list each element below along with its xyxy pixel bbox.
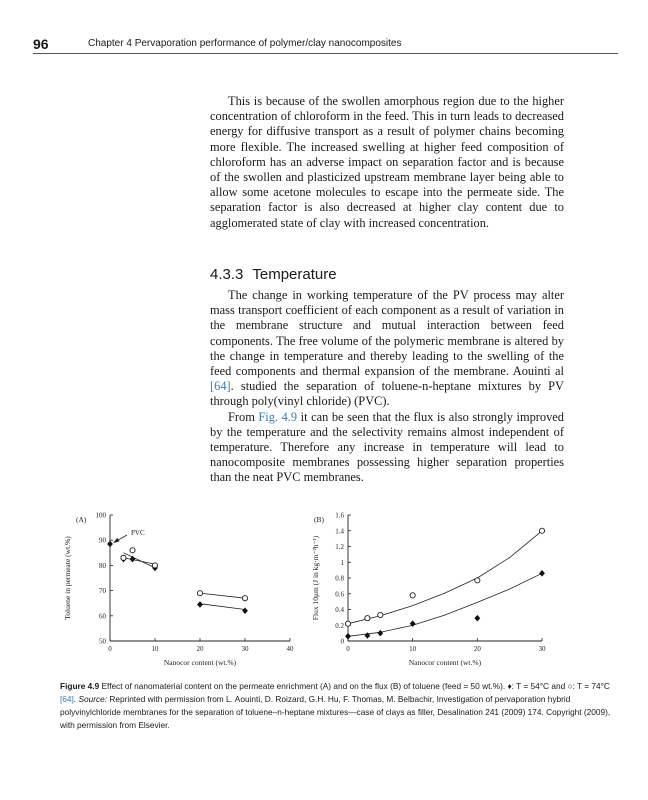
data-point-54c <box>345 633 351 640</box>
y-tick-label: 70 <box>99 587 106 596</box>
x-tick-label: 40 <box>286 645 294 653</box>
pvc-arrow-head <box>113 538 120 543</box>
x-tick-label: 20 <box>473 645 481 653</box>
data-point-54c <box>539 570 545 577</box>
data-point-54c <box>242 607 248 614</box>
y-tick-label: 1 <box>340 558 344 567</box>
running-header: Chapter 4 Pervaporation performance of polymer/clay nanocomposites <box>88 38 402 49</box>
header-rule <box>33 53 618 54</box>
section-title: Temperature <box>252 266 337 283</box>
caption-reference-link[interactable]: [64] <box>60 694 74 704</box>
y-tick-label: 90 <box>99 536 106 545</box>
panel-label: (B) <box>314 515 324 524</box>
pvc-annotation: PVC <box>131 528 145 537</box>
data-point-74c <box>365 616 370 621</box>
paragraph-3-text-b: it can be seen that the flux is also strongly improved by the temperature and the selectivity remains almost independent of temperature. Therefore any increase in temperature will lead to nanocomposite membranes possessing higher separation properties than the neat PVC membranes. <box>210 409 564 485</box>
caption-text-a: Effect of nanomaterial content on the permeate enrichment (A) and on the flux (B) of toluene (feed = 50 wt.%). ♦: T = 54°C and ○: T = 74°C <box>99 681 610 691</box>
paragraph-3 <box>210 410 564 486</box>
caption-text-b: Reprinted with permission from L. Aouinti, D. Roizard, G.H. Hu, F. Thomas, M. Belbachir, Investigation of pervaporation hybrid polyvinylchloride membranes for the separation of toluene–n-heptane mixtures—case of clays as filler, Desalination 241 (2009) 174. Copyright (2009), with permission from Elsevier. <box>60 694 611 730</box>
paragraph-3-text-a: From <box>228 409 259 424</box>
caption-source-label: . Source: <box>73 694 108 704</box>
y-axis-title: Toluene in permeate (wt.%) <box>63 536 72 620</box>
trend-line <box>200 604 245 610</box>
y-tick-label: 60 <box>99 612 106 621</box>
x-tick-label: 0 <box>108 645 112 653</box>
y-tick-label: 1.2 <box>335 543 344 551</box>
x-tick-label: 20 <box>196 645 204 653</box>
paragraph-swelling <box>210 94 564 231</box>
data-point-54c <box>130 556 136 563</box>
figure-4-9 <box>0 505 648 675</box>
data-point-74c <box>121 555 126 560</box>
y-tick-label: 0.8 <box>335 574 344 583</box>
panel-b <box>311 512 546 668</box>
y-tick-label: 0.4 <box>335 606 344 614</box>
fit-curve <box>348 573 542 636</box>
figure-caption <box>60 680 618 732</box>
x-tick-label: 10 <box>151 645 159 653</box>
x-tick-label: 10 <box>409 645 417 653</box>
data-point-74c <box>539 528 544 533</box>
reference-link-64[interactable]: [64] <box>210 379 231 394</box>
paragraph-2 <box>210 288 564 410</box>
x-axis-title: Nanocor content (wt.%) <box>163 658 237 667</box>
caption-label: Figure 4.9 <box>60 681 100 691</box>
data-point-54c <box>107 541 113 548</box>
y-axis-title: Flux 10μm (J in kg·m⁻²h⁻¹) <box>311 535 320 621</box>
paragraph-2-text-a: The change in working temperature of the PV process may alter mass transport coefficient of each component as a result of variation in the membrane structure and mutual interaction between feed components. The free volume of the polymeric membrane is altered by the change in temperature and thereby leading to the swelling of the feed components and thermal expansion of the membrane. Aouinti al <box>210 288 564 379</box>
figure-link[interactable]: Fig. 4.9 <box>258 409 298 424</box>
paragraph-1: This is because of the swollen amorphous region due to the higher concentration of chloroform in the feed. This in turn leads to decreased energy for diffusive transport as a result of polymer chains becoming more flexible. The increased swelling at higher feed composition of chloroform has an adverse impact on separation factor and is because of the swollen and plasticized upstream membrane layer being able to allow some acetone molecules to escape into the permeate side. The separation factor is also decreased at higher clay content due to agglomerated state of clay with increased concentration. <box>210 94 564 230</box>
data-point-54c <box>197 601 203 608</box>
data-point-74c <box>345 621 350 626</box>
trend-line <box>124 558 156 564</box>
y-tick-label: 1.4 <box>335 527 344 536</box>
trend-line <box>200 593 245 598</box>
data-point-74c <box>475 578 480 583</box>
y-tick-label: 50 <box>99 637 106 646</box>
y-tick-label: 0 <box>340 637 344 646</box>
temperature-text <box>210 288 564 486</box>
x-tick-label: 30 <box>538 645 546 653</box>
data-point-74c <box>242 596 247 601</box>
fit-curve <box>348 531 542 624</box>
x-tick-label: 0 <box>346 645 350 653</box>
data-point-74c <box>378 612 383 617</box>
y-tick-label: 80 <box>99 561 106 570</box>
y-tick-label: 0.2 <box>335 621 344 630</box>
panel-label: (A) <box>76 515 87 524</box>
page-number: 96 <box>33 36 49 52</box>
y-tick-label: 1.6 <box>335 511 344 520</box>
data-point-54c <box>377 630 383 637</box>
paragraph-2-text-b: . studied the separation of toluene-n-heptane mixtures by PV through poly(vinyl chloride) (PVC). <box>210 379 564 409</box>
trend-line <box>124 553 156 568</box>
data-point-74c <box>130 548 135 553</box>
data-point-74c <box>197 591 202 596</box>
x-axis-title: Nanocor content (wt.%) <box>408 658 482 667</box>
y-tick-label: 0.6 <box>335 590 344 599</box>
y-tick-label: 100 <box>95 511 106 520</box>
data-point-74c <box>152 563 157 568</box>
data-point-74c <box>410 593 415 598</box>
data-point-54c <box>365 632 371 639</box>
section-number: 4.3.3 <box>210 266 244 283</box>
data-point-54c <box>474 615 480 622</box>
section-heading <box>210 266 337 283</box>
panel-a <box>63 512 294 668</box>
x-tick-label: 30 <box>241 645 249 653</box>
